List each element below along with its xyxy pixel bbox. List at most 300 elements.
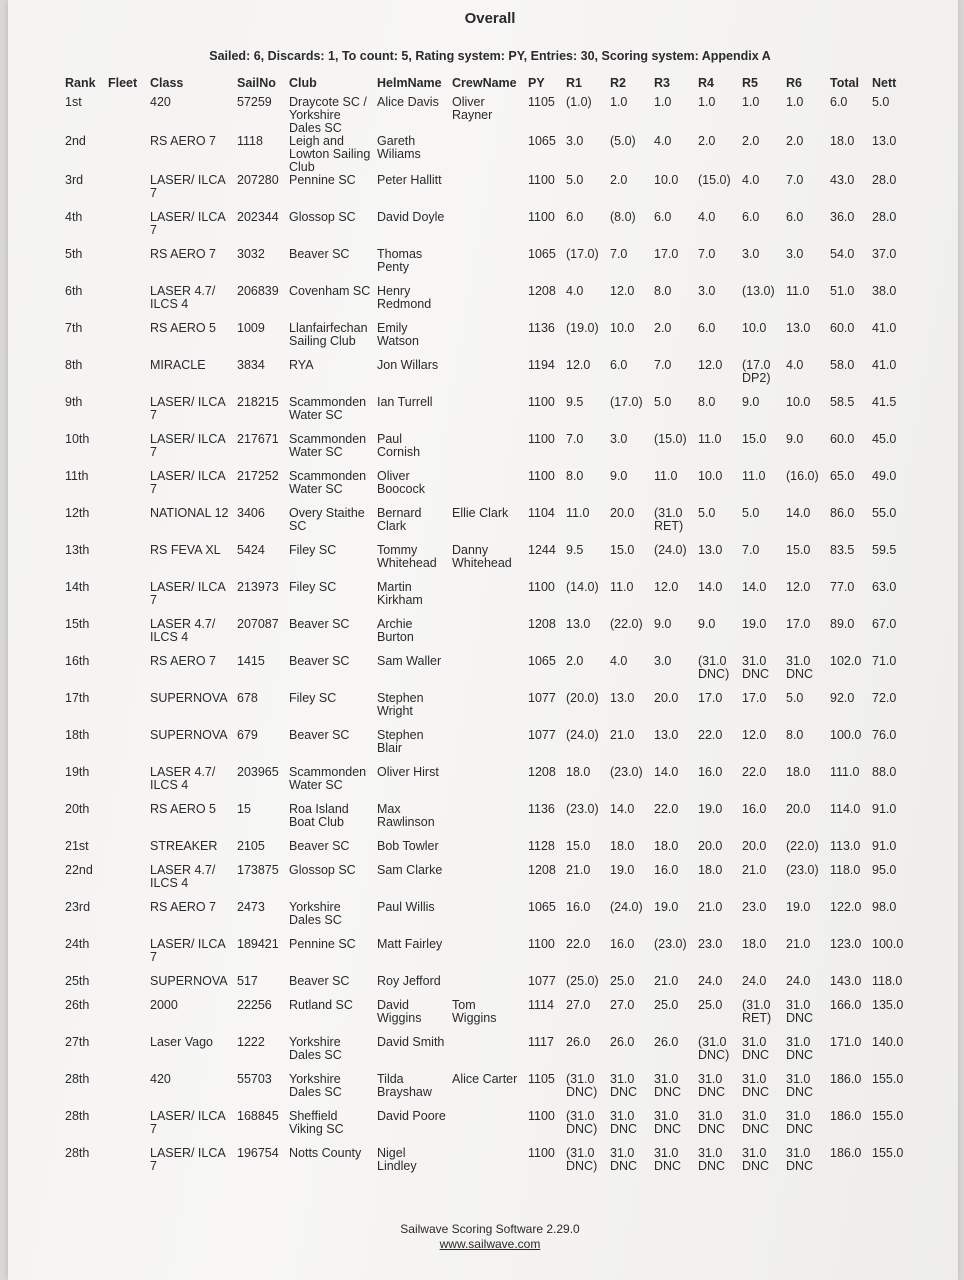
cell-club: Beaver SC (289, 248, 350, 261)
cell-helm: Matt Fairley (377, 938, 443, 951)
cell-total: 171.0 (830, 1036, 862, 1049)
table-row (62, 359, 922, 396)
cell-r3: 11.0 (654, 470, 678, 483)
cell-helm: Bob Towler (377, 840, 439, 853)
cell-r5: 31.0 DNC (742, 1036, 770, 1062)
cell-total: 43.0 (830, 174, 855, 187)
cell-helm: Oliver Boocock (377, 470, 425, 496)
cell-r4: 14.0 (698, 581, 723, 594)
cell-r2: 31.0 DNC (610, 1147, 638, 1173)
header-row (62, 72, 922, 96)
cell-r1: 3.0 (566, 135, 584, 148)
results-body (62, 96, 922, 1184)
cell-sailno: 1222 (237, 1036, 265, 1049)
cell-r5: 7.0 (742, 544, 760, 557)
cell-helm: Jon Willars (377, 359, 439, 372)
cell-total: 143.0 (830, 975, 862, 988)
table-row (62, 655, 922, 692)
cell-r1: 16.0 (566, 901, 591, 914)
cell-r1: (31.0 DNC) (566, 1073, 598, 1099)
cell-club: Filey SC (289, 692, 337, 705)
col-header-py: PY (528, 76, 545, 90)
cell-total: 114.0 (830, 803, 861, 816)
cell-club: Scammonden Water SC (289, 396, 367, 422)
cell-py: 1105 (528, 96, 555, 109)
cell-r6: 6.0 (786, 211, 804, 224)
cell-total: 102.0 (830, 655, 862, 668)
cell-rank: 5th (65, 248, 83, 261)
col-header-nett: Nett (872, 76, 897, 90)
cell-club: Scammonden Water SC (289, 433, 367, 459)
cell-helm: Tilda Brayshaw (377, 1073, 432, 1099)
cell-fleet (105, 999, 147, 1036)
cell-r1: 9.5 (566, 396, 584, 409)
cell-r4: 3.0 (698, 285, 716, 298)
cell-fleet (105, 470, 147, 507)
cell-total: 60.0 (830, 322, 855, 335)
cell-club: Glossop SC (289, 864, 356, 877)
cell-sailno: 22256 (237, 999, 272, 1012)
cell-rank: 28th (65, 1110, 90, 1123)
cell-r6: (23.0) (786, 864, 819, 877)
cell-r3: 6.0 (654, 211, 672, 224)
cell-total: 113.0 (830, 840, 861, 853)
cell-r1: 27.0 (566, 999, 591, 1012)
cell-class: SUPERNOVA (150, 975, 228, 988)
cell-py: 1100 (528, 433, 555, 446)
cell-total: 186.0 (830, 1073, 862, 1086)
cell-r1: 11.0 (566, 507, 590, 520)
cell-sailno: 5424 (237, 544, 265, 557)
cell-class: SUPERNOVA (150, 692, 228, 705)
footer (8, 1222, 964, 1251)
cell-rank: 20th (65, 803, 90, 816)
cell-fleet (105, 729, 147, 766)
cell-r1: 18.0 (566, 766, 591, 779)
cell-r5: 20.0 (742, 840, 767, 853)
cell-py: 1208 (528, 618, 556, 631)
cell-rank: 3rd (65, 174, 84, 187)
cell-r4: 20.0 (698, 840, 723, 853)
cell-r6: 18.0 (786, 766, 811, 779)
table-row (62, 840, 922, 864)
cell-r1: (31.0 DNC) (566, 1110, 598, 1136)
cell-class: RS AERO 7 (150, 655, 216, 668)
cell-r1: (17.0) (566, 248, 599, 261)
cell-helm: Paul Cornish (377, 433, 421, 459)
cell-class: LASER/ ILCA 7 (150, 581, 226, 607)
cell-total: 18.0 (830, 135, 855, 148)
cell-club: Overy Staithe SC (289, 507, 365, 533)
cell-sailno: 213973 (237, 581, 279, 594)
cell-r2: 21.0 (610, 729, 635, 742)
cell-r1: 22.0 (566, 938, 591, 951)
cell-r5: 12.0 (742, 729, 767, 742)
cell-r4: 31.0 DNC (698, 1110, 726, 1136)
table-row (62, 1110, 922, 1147)
cell-class: RS AERO 7 (150, 901, 216, 914)
cell-nett: 5.0 (872, 96, 890, 109)
cell-sailno: 679 (237, 729, 258, 742)
cell-r2: (23.0) (610, 766, 643, 779)
cell-r1: (31.0 DNC) (566, 1147, 598, 1173)
cell-rank: 17th (65, 692, 90, 705)
cell-r6: 11.0 (786, 285, 810, 298)
cell-nett: 76.0 (872, 729, 897, 742)
cell-r5: 17.0 (742, 692, 767, 705)
cell-rank: 22nd (65, 864, 93, 877)
cell-py: 1100 (528, 1147, 555, 1160)
cell-r2: 7.0 (610, 248, 628, 261)
cell-r6: 9.0 (786, 433, 804, 446)
cell-rank: 1st (65, 96, 82, 109)
cell-r2: 13.0 (610, 692, 635, 705)
cell-class: LASER 4.7/ ILCS 4 (150, 285, 216, 311)
cell-r5: 2.0 (742, 135, 760, 148)
cell-r1: (1.0) (566, 96, 592, 109)
cell-class: STREAKER (150, 840, 218, 853)
cell-r4: (31.0 DNC) (698, 655, 730, 681)
cell-helm: David Wiggins (377, 999, 422, 1025)
cell-r1: (20.0) (566, 692, 599, 705)
cell-r3: (31.0 RET) (654, 507, 684, 533)
table-row (62, 1036, 922, 1073)
cell-class: LASER 4.7/ ILCS 4 (150, 766, 216, 792)
cell-helm: Peter Hallitt (377, 174, 442, 187)
cell-crew: Danny Whitehead (452, 544, 512, 570)
cell-r1: 12.0 (566, 359, 591, 372)
cell-sailno: 168845 (237, 1110, 279, 1123)
cell-py: 1136 (528, 322, 555, 335)
cell-class: RS AERO 5 (150, 803, 216, 816)
cell-r3: 14.0 (654, 766, 679, 779)
cell-class: RS FEVA XL (150, 544, 221, 557)
cell-r5: 11.0 (742, 470, 766, 483)
cell-r2: 4.0 (610, 655, 628, 668)
cell-rank: 28th (65, 1147, 90, 1160)
cell-py: 1100 (528, 470, 555, 483)
cell-r2: 11.0 (610, 581, 634, 594)
cell-r5: 9.0 (742, 396, 760, 409)
cell-r2: 27.0 (610, 999, 635, 1012)
cell-crew (449, 174, 525, 211)
cell-fleet (105, 1073, 147, 1110)
cell-r4: 24.0 (698, 975, 723, 988)
cell-rank: 24th (65, 938, 90, 951)
cell-r3: 3.0 (654, 655, 672, 668)
cell-crew (449, 433, 525, 470)
cell-r5: (13.0) (742, 285, 775, 298)
cell-class: LASER 4.7/ ILCS 4 (150, 864, 216, 890)
cell-r3: 21.0 (654, 975, 679, 988)
cell-helm: David Doyle (377, 211, 445, 224)
table-row (62, 396, 922, 433)
col-header-crewname: CrewName (452, 76, 517, 90)
cell-nett: 100.0 (872, 938, 904, 951)
cell-nett: 98.0 (872, 901, 897, 914)
cell-fleet (105, 840, 147, 864)
table-row (62, 544, 922, 581)
cell-total: 58.0 (830, 359, 855, 372)
cell-r4: 16.0 (698, 766, 723, 779)
cell-r6: 4.0 (786, 359, 804, 372)
cell-helm: Paul Willis (377, 901, 435, 914)
cell-nett: 72.0 (872, 692, 897, 705)
results-sheet (8, 0, 958, 1280)
cell-sailno: 206839 (237, 285, 279, 298)
cell-r2: (24.0) (610, 901, 643, 914)
cell-crew (449, 285, 525, 322)
cell-crew (449, 322, 525, 359)
cell-r2: 12.0 (610, 285, 635, 298)
col-header-r4: R4 (698, 76, 714, 90)
series-summary: Sailed: 6, Discards: 1, To count: 5, Rating system: PY, Entries: 30, Scoring system: Appendix A (209, 49, 771, 63)
cell-fleet (105, 285, 147, 322)
cell-r3: 31.0 DNC (654, 1073, 682, 1099)
cell-crew (449, 1147, 525, 1184)
cell-club: Notts County (289, 1147, 362, 1160)
cell-club: Covenham SC (289, 285, 371, 298)
cell-r2: 15.0 (610, 544, 635, 557)
cell-sailno: 207087 (237, 618, 279, 631)
cell-total: 60.0 (830, 433, 855, 446)
cell-py: 1208 (528, 285, 556, 298)
table-row (62, 211, 922, 248)
cell-crew: Tom Wiggins (452, 999, 497, 1025)
cell-r6: 13.0 (786, 322, 811, 335)
cell-r2: (5.0) (610, 135, 636, 148)
cell-sailno: 15 (237, 803, 251, 816)
cell-rank: 25th (65, 975, 90, 988)
cell-r3: 13.0 (654, 729, 679, 742)
cell-r5: 19.0 (742, 618, 767, 631)
cell-class: 2000 (150, 999, 178, 1012)
cell-r6: 31.0 DNC (786, 1036, 814, 1062)
cell-r6: (16.0) (786, 470, 819, 483)
cell-helm: Thomas Penty (377, 248, 423, 274)
cell-class: LASER/ ILCA 7 (150, 938, 226, 964)
cell-r5: 1.0 (742, 96, 760, 109)
cell-r2: (22.0) (610, 618, 643, 631)
cell-total: 77.0 (830, 581, 855, 594)
table-row (62, 470, 922, 507)
cell-club: Sheffield Viking SC (289, 1110, 344, 1136)
cell-r2: 26.0 (610, 1036, 635, 1049)
cell-club: Scammonden Water SC (289, 470, 367, 496)
cell-r2: 2.0 (610, 174, 628, 187)
cell-fleet (105, 692, 147, 729)
cell-total: 36.0 (830, 211, 855, 224)
cell-crew (449, 840, 525, 864)
table-row (62, 864, 922, 901)
cell-nett: 155.0 (872, 1110, 904, 1123)
table-row (62, 248, 922, 285)
cell-py: 1065 (528, 248, 556, 261)
cell-sailno: 2473 (237, 901, 265, 914)
cell-r3: 19.0 (654, 901, 679, 914)
cell-nett: 45.0 (872, 433, 897, 446)
cell-r4: 10.0 (698, 470, 723, 483)
cell-sailno: 2105 (237, 840, 265, 853)
cell-r3: 10.0 (654, 174, 679, 187)
cell-nett: 91.0 (872, 840, 897, 853)
cell-r1: 15.0 (566, 840, 591, 853)
cell-helm: Sam Clarke (377, 864, 443, 877)
sailwave-link[interactable]: www.sailwave.com (439, 1237, 541, 1251)
col-header-r2: R2 (610, 76, 626, 90)
cell-helm: David Smith (377, 1036, 445, 1049)
cell-py: 1100 (528, 938, 555, 951)
cell-r4: (15.0) (698, 174, 731, 187)
cell-r5: 5.0 (742, 507, 760, 520)
cell-sailno: 3032 (237, 248, 265, 261)
cell-fleet (105, 322, 147, 359)
cell-total: 118.0 (830, 864, 861, 877)
cell-r5: 4.0 (742, 174, 760, 187)
cell-py: 1208 (528, 864, 556, 877)
cell-r1: (25.0) (566, 975, 599, 988)
cell-club: Yorkshire Dales SC (289, 901, 342, 927)
cell-rank: 21st (65, 840, 89, 853)
cell-class: LASER/ ILCA 7 (150, 211, 226, 237)
cell-r6: 8.0 (786, 729, 804, 742)
cell-club: Beaver SC (289, 729, 350, 742)
cell-helm: Nigel Lindley (377, 1147, 417, 1173)
cell-r1: 5.0 (566, 174, 584, 187)
cell-r5: 10.0 (742, 322, 767, 335)
cell-py: 1136 (528, 803, 555, 816)
col-header-sailno: SailNo (237, 76, 276, 90)
cell-club: Filey SC (289, 581, 337, 594)
table-row (62, 174, 922, 211)
cell-total: 100.0 (830, 729, 862, 742)
cell-class: LASER/ ILCA 7 (150, 396, 226, 422)
cell-fleet (105, 766, 147, 803)
cell-helm: Alice Davis (377, 96, 439, 109)
cell-r1: (23.0) (566, 803, 599, 816)
cell-helm: Sam Waller (377, 655, 442, 668)
cell-total: 92.0 (830, 692, 855, 705)
cell-r5: 23.0 (742, 901, 767, 914)
table-row (62, 999, 922, 1036)
cell-fleet (105, 803, 147, 840)
cell-sailno: 189421 (237, 938, 279, 951)
cell-total: 51.0 (830, 285, 855, 298)
cell-crew (449, 1036, 525, 1073)
cell-r6: 17.0 (786, 618, 811, 631)
cell-rank: 12th (65, 507, 90, 520)
cell-py: 1100 (528, 174, 555, 187)
cell-crew (449, 655, 525, 692)
col-header-fleet: Fleet (108, 76, 138, 90)
cell-class: LASER/ ILCA 7 (150, 470, 226, 496)
cell-nett: 49.0 (872, 470, 897, 483)
cell-sailno: 1009 (237, 322, 265, 335)
cell-r5: 14.0 (742, 581, 767, 594)
cell-rank: 18th (65, 729, 90, 742)
cell-club: Rutland SC (289, 999, 353, 1012)
cell-sailno: 55703 (237, 1073, 272, 1086)
cell-crew (449, 211, 525, 248)
cell-r5: 6.0 (742, 211, 760, 224)
cell-helm: Emily Watson (377, 322, 419, 348)
cell-sailno: 203965 (237, 766, 279, 779)
cell-py: 1104 (528, 507, 555, 520)
cell-r4: 31.0 DNC (698, 1147, 726, 1173)
cell-rank: 2nd (65, 135, 86, 148)
cell-total: 83.5 (830, 544, 855, 557)
table-row (62, 433, 922, 470)
cell-crew: Alice Carter (452, 1073, 518, 1086)
col-header-class: Class (150, 76, 184, 90)
cell-fleet (105, 359, 147, 396)
cell-sailno: 217252 (237, 470, 279, 483)
cell-total: 186.0 (830, 1110, 862, 1123)
cell-r5: 16.0 (742, 803, 767, 816)
cell-nett: 41.0 (872, 322, 897, 335)
cell-r4: 17.0 (698, 692, 723, 705)
cell-r3: 22.0 (654, 803, 679, 816)
cell-r5: 21.0 (742, 864, 767, 877)
cell-crew (449, 618, 525, 655)
cell-nett: 67.0 (872, 618, 897, 631)
cell-r5: 18.0 (742, 938, 767, 951)
cell-r4: 21.0 (698, 901, 723, 914)
col-header-r1: R1 (566, 76, 582, 90)
cell-sailno: 202344 (237, 211, 279, 224)
cell-total: 123.0 (830, 938, 862, 951)
cell-r1: (14.0) (566, 581, 599, 594)
cell-class: LASER 4.7/ ILCS 4 (150, 618, 216, 644)
cell-r3: 4.0 (654, 135, 672, 148)
cell-total: 86.0 (830, 507, 855, 520)
cell-class: LASER/ ILCA 7 (150, 174, 226, 200)
cell-rank: 23rd (65, 901, 91, 914)
cell-r1: (24.0) (566, 729, 599, 742)
cell-crew (449, 975, 525, 999)
cell-rank: 28th (65, 1073, 90, 1086)
cell-club: Filey SC (289, 544, 337, 557)
cell-sailno: 173875 (237, 864, 279, 877)
cell-py: 1077 (528, 692, 556, 705)
cell-r6: 31.0 DNC (786, 999, 814, 1025)
cell-r1: 2.0 (566, 655, 584, 668)
cell-sailno: 1118 (237, 135, 263, 148)
cell-rank: 7th (65, 322, 83, 335)
cell-r2: 9.0 (610, 470, 628, 483)
cell-py: 1117 (528, 1036, 554, 1049)
cell-r4: 2.0 (698, 135, 716, 148)
cell-r1: 6.0 (566, 211, 584, 224)
cell-crew (449, 766, 525, 803)
cell-class: SUPERNOVA (150, 729, 228, 742)
cell-r5: 24.0 (742, 975, 767, 988)
cell-r4: 19.0 (698, 803, 723, 816)
cell-club: Roa Island Boat Club (289, 803, 349, 829)
cell-helm: Stephen Blair (377, 729, 424, 755)
cell-helm: Archie Burton (377, 618, 414, 644)
table-row (62, 618, 922, 655)
col-header-rank: Rank (65, 76, 96, 90)
table-row (62, 322, 922, 359)
cell-sailno: 3406 (237, 507, 265, 520)
table-row (62, 729, 922, 766)
cell-class: RS AERO 7 (150, 248, 216, 261)
cell-py: 1194 (528, 359, 555, 372)
col-header-r6: R6 (786, 76, 802, 90)
col-header-r5: R5 (742, 76, 758, 90)
cell-sailno: 207280 (237, 174, 279, 187)
